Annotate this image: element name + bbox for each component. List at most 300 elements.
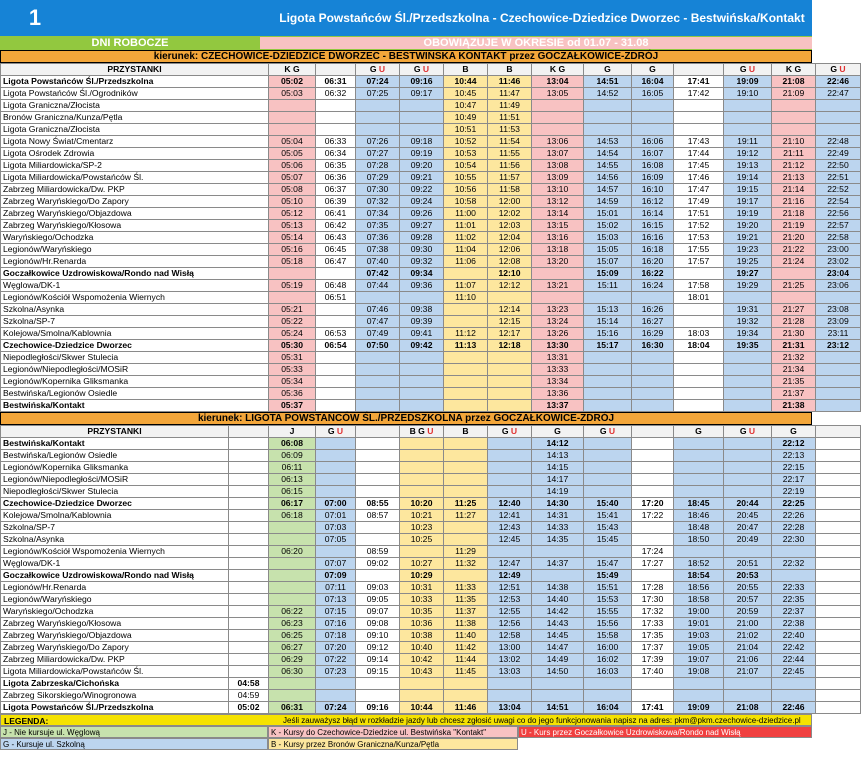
departure-time: 07:09 xyxy=(316,570,356,582)
departure-time: 22:57 xyxy=(816,220,861,232)
departure-time xyxy=(356,690,400,702)
departure-time: 22:40 xyxy=(772,630,816,642)
legend-g: G - Kursuje ul. Szkolną xyxy=(0,738,268,750)
departure-time: 22:30 xyxy=(772,534,816,546)
departure-time: 21:18 xyxy=(772,208,816,220)
departure-time: 09:26 xyxy=(400,208,444,220)
legend-title: LEGENDA: xyxy=(4,716,49,726)
table-row xyxy=(1,642,861,654)
departure-time: 07:00 xyxy=(316,498,356,510)
departure-time: 17:32 xyxy=(632,606,674,618)
departure-time: 19:17 xyxy=(724,196,772,208)
departure-time: 19:09 xyxy=(674,702,724,714)
departure-time: 10:45 xyxy=(444,88,488,100)
departure-time xyxy=(444,570,488,582)
departure-time xyxy=(816,112,861,124)
departure-time: 14:55 xyxy=(584,160,632,172)
departure-time: 16:29 xyxy=(632,328,674,340)
departure-time: 21:02 xyxy=(724,630,772,642)
departure-time xyxy=(444,690,488,702)
departure-time: 11:37 xyxy=(444,606,488,618)
departure-time: 19:00 xyxy=(674,606,724,618)
departure-time: 17:42 xyxy=(674,88,724,100)
departure-time xyxy=(488,678,532,690)
table-row xyxy=(1,630,861,642)
departure-time xyxy=(584,292,632,304)
departure-time: 17:27 xyxy=(632,558,674,570)
departure-time: 09:30 xyxy=(400,244,444,256)
departure-time: 22:52 xyxy=(816,184,861,196)
departure-time: 07:49 xyxy=(356,328,400,340)
column-mark-u: U xyxy=(837,64,846,74)
departure-time xyxy=(229,570,269,582)
column-mark xyxy=(584,64,632,76)
column-mark xyxy=(444,64,488,76)
departure-time: 15:55 xyxy=(584,606,632,618)
departure-time xyxy=(674,462,724,474)
departure-time: 19:12 xyxy=(724,148,772,160)
departure-time: 09:41 xyxy=(400,328,444,340)
departure-time: 07:15 xyxy=(316,606,356,618)
departure-time: 16:30 xyxy=(632,340,674,352)
departure-time: 05:06 xyxy=(269,160,316,172)
table-row xyxy=(1,124,861,136)
departure-time: 10:29 xyxy=(400,570,444,582)
departure-time: 21:00 xyxy=(724,618,772,630)
departure-time: 11:07 xyxy=(444,280,488,292)
column-mark-letters: G xyxy=(790,426,797,436)
departure-time xyxy=(400,388,444,400)
departure-time: 12:02 xyxy=(488,208,532,220)
departure-time xyxy=(356,570,400,582)
departure-time: 15:53 xyxy=(584,594,632,606)
departure-time: 09:15 xyxy=(356,666,400,678)
departure-time: 20:49 xyxy=(724,534,772,546)
departure-time xyxy=(356,112,400,124)
departure-time: 18:48 xyxy=(674,522,724,534)
departure-time xyxy=(674,438,724,450)
departure-time: 19:09 xyxy=(724,76,772,88)
departure-time xyxy=(674,364,724,376)
departure-time: 13:07 xyxy=(532,148,584,160)
departure-time xyxy=(444,304,488,316)
departure-time xyxy=(444,316,488,328)
departure-time: 12:10 xyxy=(488,268,532,280)
departure-time: 10:20 xyxy=(400,498,444,510)
stop-name: Legionów/Niepodległości/MOSiR xyxy=(1,474,229,486)
departure-time xyxy=(532,112,584,124)
departure-time: 15:17 xyxy=(584,340,632,352)
departure-time: 12:41 xyxy=(488,510,532,522)
departure-time xyxy=(816,642,861,654)
departure-time xyxy=(724,292,772,304)
departure-time: 19:20 xyxy=(724,220,772,232)
departure-time: 13:24 xyxy=(532,316,584,328)
departure-time: 10:36 xyxy=(400,618,444,630)
departure-time: 12:56 xyxy=(488,618,532,630)
table-row xyxy=(1,582,861,594)
departure-time xyxy=(674,474,724,486)
departure-time: 12:40 xyxy=(488,498,532,510)
departure-time: 06:27 xyxy=(269,642,316,654)
departure-time: 22:45 xyxy=(772,666,816,678)
departure-time: 14:57 xyxy=(584,184,632,196)
departure-time: 13:10 xyxy=(532,184,584,196)
departure-time: 05:04 xyxy=(269,136,316,148)
departure-time xyxy=(316,450,356,462)
departure-time: 05:07 xyxy=(269,172,316,184)
stop-name: Legionów/Hr.Renarda xyxy=(1,256,269,268)
departure-time xyxy=(632,352,674,364)
departure-time: 09:10 xyxy=(356,630,400,642)
departure-time xyxy=(724,388,772,400)
departure-time: 23:00 xyxy=(816,244,861,256)
table-row xyxy=(1,606,861,618)
departure-time: 17:41 xyxy=(674,76,724,88)
departure-time xyxy=(724,486,772,498)
departure-time xyxy=(356,534,400,546)
departure-time xyxy=(400,486,444,498)
departure-time: 06:39 xyxy=(316,196,356,208)
stop-name: Legionów/Waryńskiego xyxy=(1,244,269,256)
departure-time: 15:41 xyxy=(584,510,632,522)
departure-time: 22:25 xyxy=(772,498,816,510)
table-row xyxy=(1,100,861,112)
stop-name: Legionów/Hr.Renarda xyxy=(1,582,229,594)
departure-time: 13:34 xyxy=(532,376,584,388)
table-row xyxy=(1,462,861,474)
departure-time: 23:12 xyxy=(816,340,861,352)
departure-time xyxy=(488,388,532,400)
departure-time: 23:02 xyxy=(816,256,861,268)
departure-time: 05:14 xyxy=(269,232,316,244)
direction-2-title: kierunek: LIGOTA POWSTAŃCÓW ŚL./PRZEDSZKOLNA przez GOCZAŁKOWICE-ZDRÓJ xyxy=(0,412,812,425)
departure-time: 12:17 xyxy=(488,328,532,340)
departure-time xyxy=(632,486,674,498)
departure-time: 12:06 xyxy=(488,244,532,256)
departure-time xyxy=(724,690,772,702)
departure-time: 07:47 xyxy=(356,316,400,328)
departure-time xyxy=(584,100,632,112)
departure-time xyxy=(816,582,861,594)
departure-time xyxy=(724,364,772,376)
departure-time: 22:58 xyxy=(816,232,861,244)
departure-time: 12:49 xyxy=(488,570,532,582)
departure-time xyxy=(584,376,632,388)
departure-time: 22:33 xyxy=(772,582,816,594)
column-mark xyxy=(316,64,356,76)
departure-time: 16:26 xyxy=(632,304,674,316)
departure-time xyxy=(724,112,772,124)
departure-time: 16:04 xyxy=(584,702,632,714)
table-row xyxy=(1,678,861,690)
departure-time xyxy=(229,474,269,486)
departure-time xyxy=(400,124,444,136)
departure-time xyxy=(584,690,632,702)
departure-time: 06:17 xyxy=(269,498,316,510)
departure-time: 11:04 xyxy=(444,244,488,256)
departure-time: 07:24 xyxy=(316,702,356,714)
departure-time: 15:47 xyxy=(584,558,632,570)
table-row xyxy=(1,280,861,292)
departure-time xyxy=(229,594,269,606)
departure-time: 21:16 xyxy=(772,196,816,208)
departure-time: 15:43 xyxy=(584,522,632,534)
departure-time: 21:35 xyxy=(772,376,816,388)
departure-time: 07:32 xyxy=(356,196,400,208)
departure-time: 22:15 xyxy=(772,462,816,474)
departure-time xyxy=(584,352,632,364)
departure-time: 17:46 xyxy=(674,172,724,184)
stop-name: Szkolna/SP-7 xyxy=(1,522,229,534)
departure-time: 15:40 xyxy=(584,498,632,510)
departure-time: 18:52 xyxy=(674,558,724,570)
departure-time: 09:03 xyxy=(356,582,400,594)
departure-time: 11:33 xyxy=(444,582,488,594)
departure-time: 12:14 xyxy=(488,304,532,316)
departure-time: 09:34 xyxy=(400,268,444,280)
column-mark-letters: K G xyxy=(549,64,566,74)
departure-time xyxy=(632,678,674,690)
table-row xyxy=(1,388,861,400)
stop-name: Bestwińska/Kontakt xyxy=(1,400,269,412)
column-mark xyxy=(229,426,269,438)
departure-time: 05:02 xyxy=(269,76,316,88)
departure-time: 06:48 xyxy=(316,280,356,292)
stop-name: Ligota Miliardowicka/SP-2 xyxy=(1,160,269,172)
departure-time xyxy=(488,474,532,486)
departure-time xyxy=(816,546,861,558)
departure-time: 17:33 xyxy=(632,618,674,630)
departure-time: 09:17 xyxy=(400,88,444,100)
departure-time xyxy=(400,352,444,364)
stop-name: Ligota Powstańców Śl./Przedszkolna xyxy=(1,76,269,88)
departure-time xyxy=(816,124,861,136)
departure-time: 11:10 xyxy=(444,292,488,304)
departure-time xyxy=(816,558,861,570)
departure-time xyxy=(584,678,632,690)
departure-time xyxy=(816,510,861,522)
departure-time: 19:05 xyxy=(674,642,724,654)
departure-time: 13:20 xyxy=(532,256,584,268)
stop-name: Legionów/Niepodległości/MOSiR xyxy=(1,364,269,376)
legend-u: U - Kurs przez Goczałkowice Uzdrowiskowa/Rondo nad Wisłą xyxy=(518,726,812,738)
departure-time: 20:59 xyxy=(724,606,772,618)
table-row xyxy=(1,220,861,232)
departure-time xyxy=(772,100,816,112)
departure-time: 12:04 xyxy=(488,232,532,244)
departure-time: 13:12 xyxy=(532,196,584,208)
departure-time: 07:42 xyxy=(356,268,400,280)
departure-time xyxy=(444,462,488,474)
departure-time: 12:43 xyxy=(488,522,532,534)
stop-name: Węglowa/DK-1 xyxy=(1,280,269,292)
stop-name: Waryńskiego/Ochodzka xyxy=(1,606,229,618)
column-mark xyxy=(488,426,532,438)
departure-time: 11:42 xyxy=(444,642,488,654)
departure-time xyxy=(229,642,269,654)
departure-time: 09:24 xyxy=(400,196,444,208)
departure-time xyxy=(674,486,724,498)
departure-time xyxy=(316,316,356,328)
departure-time xyxy=(444,352,488,364)
departure-time: 06:29 xyxy=(269,654,316,666)
departure-time: 09:39 xyxy=(400,316,444,328)
stop-name: Niepodległości/Skwer Stulecia xyxy=(1,486,229,498)
departure-time: 09:36 xyxy=(400,280,444,292)
stop-name: Szkolna/Asynka xyxy=(1,304,269,316)
departure-time: 07:24 xyxy=(356,76,400,88)
legend-row-2 xyxy=(0,738,812,750)
departure-time xyxy=(632,388,674,400)
stop-name: Zabrzeg Waryńskiego/Objazdowa xyxy=(1,208,269,220)
column-mark xyxy=(772,426,816,438)
departure-time xyxy=(269,522,316,534)
departure-time: 10:47 xyxy=(444,100,488,112)
departure-time xyxy=(632,570,674,582)
departure-time: 18:45 xyxy=(674,498,724,510)
departure-time xyxy=(488,690,532,702)
departure-time: 09:12 xyxy=(356,642,400,654)
departure-time: 18:01 xyxy=(674,292,724,304)
column-mark xyxy=(632,64,674,76)
departure-time: 11:56 xyxy=(488,160,532,172)
departure-time: 07:46 xyxy=(356,304,400,316)
departure-time xyxy=(674,400,724,412)
departure-time: 14:19 xyxy=(532,486,584,498)
departure-time: 22:26 xyxy=(772,510,816,522)
departure-time xyxy=(316,268,356,280)
departure-time: 16:24 xyxy=(632,280,674,292)
stop-name: Zabrzeg Waryńskiego/Do Zapory xyxy=(1,642,229,654)
departure-time: 22:35 xyxy=(772,594,816,606)
departure-time: 07:28 xyxy=(356,160,400,172)
departure-time: 10:49 xyxy=(444,112,488,124)
departure-time xyxy=(724,400,772,412)
departure-time xyxy=(400,450,444,462)
departure-time xyxy=(632,124,674,136)
departure-time: 10:44 xyxy=(444,76,488,88)
departure-time: 05:05 xyxy=(269,148,316,160)
departure-time xyxy=(488,450,532,462)
departure-time: 16:08 xyxy=(632,160,674,172)
departure-time xyxy=(316,100,356,112)
departure-time: 17:41 xyxy=(632,702,674,714)
departure-time: 07:25 xyxy=(356,88,400,100)
table-row xyxy=(1,184,861,196)
departure-time: 19:31 xyxy=(724,304,772,316)
departure-time: 14:53 xyxy=(584,136,632,148)
direction-2-table xyxy=(0,425,861,714)
column-mark-letters: K G xyxy=(284,64,300,74)
departure-time xyxy=(724,474,772,486)
table-row xyxy=(1,208,861,220)
stop-name: Zabrzeg Waryńskiego/Do Zapory xyxy=(1,196,269,208)
table-row xyxy=(1,328,861,340)
departure-time: 15:01 xyxy=(584,208,632,220)
departure-time: 19:08 xyxy=(674,666,724,678)
departure-time xyxy=(816,292,861,304)
departure-time: 18:58 xyxy=(674,594,724,606)
departure-time: 06:51 xyxy=(316,292,356,304)
departure-time: 09:20 xyxy=(400,160,444,172)
departure-time: 22:47 xyxy=(816,88,861,100)
column-mark-letters: B xyxy=(506,64,513,74)
departure-time: 08:59 xyxy=(356,546,400,558)
departure-time: 19:13 xyxy=(724,160,772,172)
departure-time: 10:55 xyxy=(444,172,488,184)
departure-time: 06:31 xyxy=(316,76,356,88)
departure-time: 13:23 xyxy=(532,304,584,316)
column-mark xyxy=(816,426,861,438)
departure-time xyxy=(674,112,724,124)
stop-name: Legionów/Kościół Wspomożenia Wiernych xyxy=(1,292,269,304)
departure-time xyxy=(356,462,400,474)
departure-time xyxy=(584,474,632,486)
departure-time: 17:30 xyxy=(632,594,674,606)
departure-time xyxy=(584,486,632,498)
departure-time xyxy=(532,546,584,558)
column-mark-letters: G xyxy=(695,426,702,436)
departure-time: 11:57 xyxy=(488,172,532,184)
departure-time xyxy=(269,570,316,582)
departure-time: 17:43 xyxy=(674,136,724,148)
departure-time: 11:12 xyxy=(444,328,488,340)
departure-time xyxy=(229,510,269,522)
departure-time: 22:17 xyxy=(772,474,816,486)
departure-time: 19:25 xyxy=(724,256,772,268)
stops-header: PRZYSTANKI xyxy=(1,64,269,76)
departure-time: 06:41 xyxy=(316,208,356,220)
stop-name: Szkolna/Asynka xyxy=(1,534,229,546)
departure-time: 13:37 xyxy=(532,400,584,412)
departure-time: 09:28 xyxy=(400,232,444,244)
departure-time: 17:28 xyxy=(632,582,674,594)
column-mark-letters: G xyxy=(501,426,509,436)
departure-time: 21:13 xyxy=(772,172,816,184)
column-mark-u: U xyxy=(334,426,344,436)
departure-time: 15:03 xyxy=(584,232,632,244)
departure-time: 14:37 xyxy=(532,558,584,570)
departure-time xyxy=(674,388,724,400)
departure-time: 13:18 xyxy=(532,244,584,256)
departure-time xyxy=(400,292,444,304)
departure-time: 22:51 xyxy=(816,172,861,184)
departure-time: 22:38 xyxy=(772,618,816,630)
departure-time xyxy=(632,474,674,486)
departure-time xyxy=(488,376,532,388)
departure-time: 17:20 xyxy=(632,498,674,510)
departure-time: 13:30 xyxy=(532,340,584,352)
departure-time xyxy=(269,594,316,606)
departure-time xyxy=(316,376,356,388)
departure-time: 15:07 xyxy=(584,256,632,268)
departure-time: 05:02 xyxy=(229,702,269,714)
departure-time: 10:53 xyxy=(444,148,488,160)
table-row xyxy=(1,498,861,510)
table-row xyxy=(1,364,861,376)
departure-time: 13:04 xyxy=(532,76,584,88)
departure-time: 17:40 xyxy=(632,666,674,678)
departure-time xyxy=(229,546,269,558)
departure-time xyxy=(674,352,724,364)
column-mark-letters: G xyxy=(599,426,607,436)
departure-time: 21:07 xyxy=(724,666,772,678)
departure-time xyxy=(632,534,674,546)
table-row xyxy=(1,558,861,570)
departure-time: 06:53 xyxy=(316,328,356,340)
column-mark-letters: G xyxy=(739,64,747,74)
